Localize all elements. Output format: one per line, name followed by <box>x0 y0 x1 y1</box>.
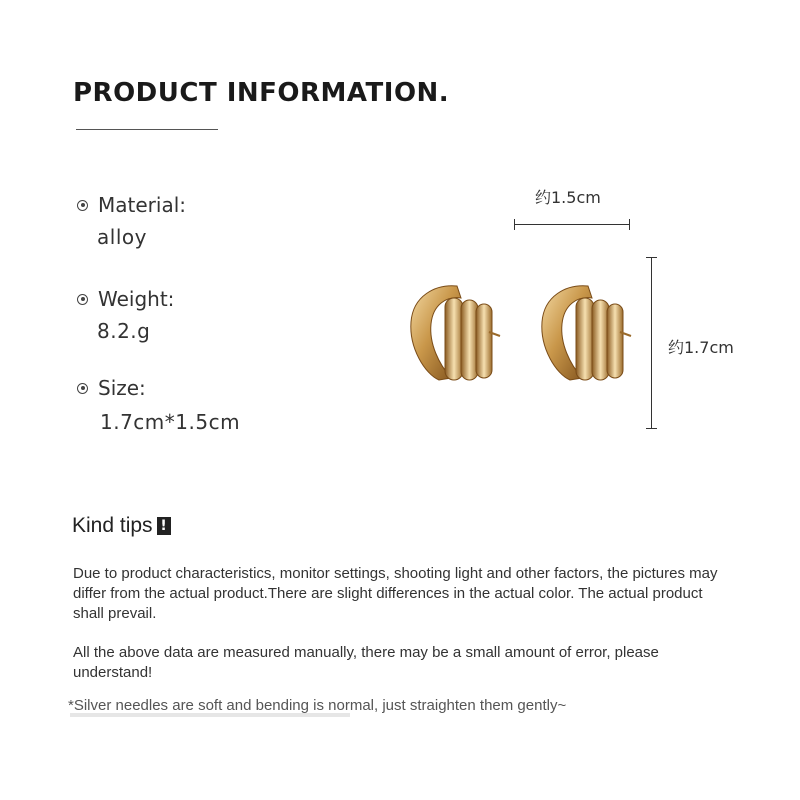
height-dimension-label: 约1.7cm <box>668 338 734 357</box>
width-dimension-line <box>514 224 630 225</box>
height-dimension-line <box>651 257 652 429</box>
bullet-circle-icon <box>77 200 88 211</box>
spec-weight <box>77 287 174 343</box>
silver-needle-note: *Silver needles are soft and bending is normal, just straighten them gently~ <box>68 697 567 714</box>
earring-right-image <box>536 278 636 386</box>
tips-paragraph-color: Due to product characteristics, monitor settings, shooting light and other factors, the pictures may differ from the actual product.There are slight differences in the actual color. The actual product shall prevail. <box>73 565 718 622</box>
spec-value: alloy <box>97 225 147 249</box>
tips-paragraph-measurement: All the above data are measured manually, there may be a small amount of error, please understand! <box>73 644 659 681</box>
spec-label: Weight: <box>98 287 175 311</box>
bullet-circle-icon <box>77 383 88 394</box>
kind-tips-heading <box>72 514 171 538</box>
bullet-circle-icon <box>77 294 88 305</box>
spec-label: Size: <box>98 376 146 400</box>
spec-value: 1.7cm*1.5cm <box>100 410 241 434</box>
spec-size <box>77 376 240 434</box>
exclamation-icon: ! <box>157 517 171 535</box>
kind-tips-title: Kind tips <box>72 514 153 537</box>
page-title: PRODUCT INFORMATION. <box>73 78 450 108</box>
width-dimension-label: 约1.5cm <box>535 188 601 207</box>
spec-value: 8.2.g <box>97 319 151 343</box>
spec-material <box>77 193 186 249</box>
earring-left-image <box>405 278 505 386</box>
title-divider <box>76 129 218 130</box>
spec-label: Material: <box>98 193 186 217</box>
